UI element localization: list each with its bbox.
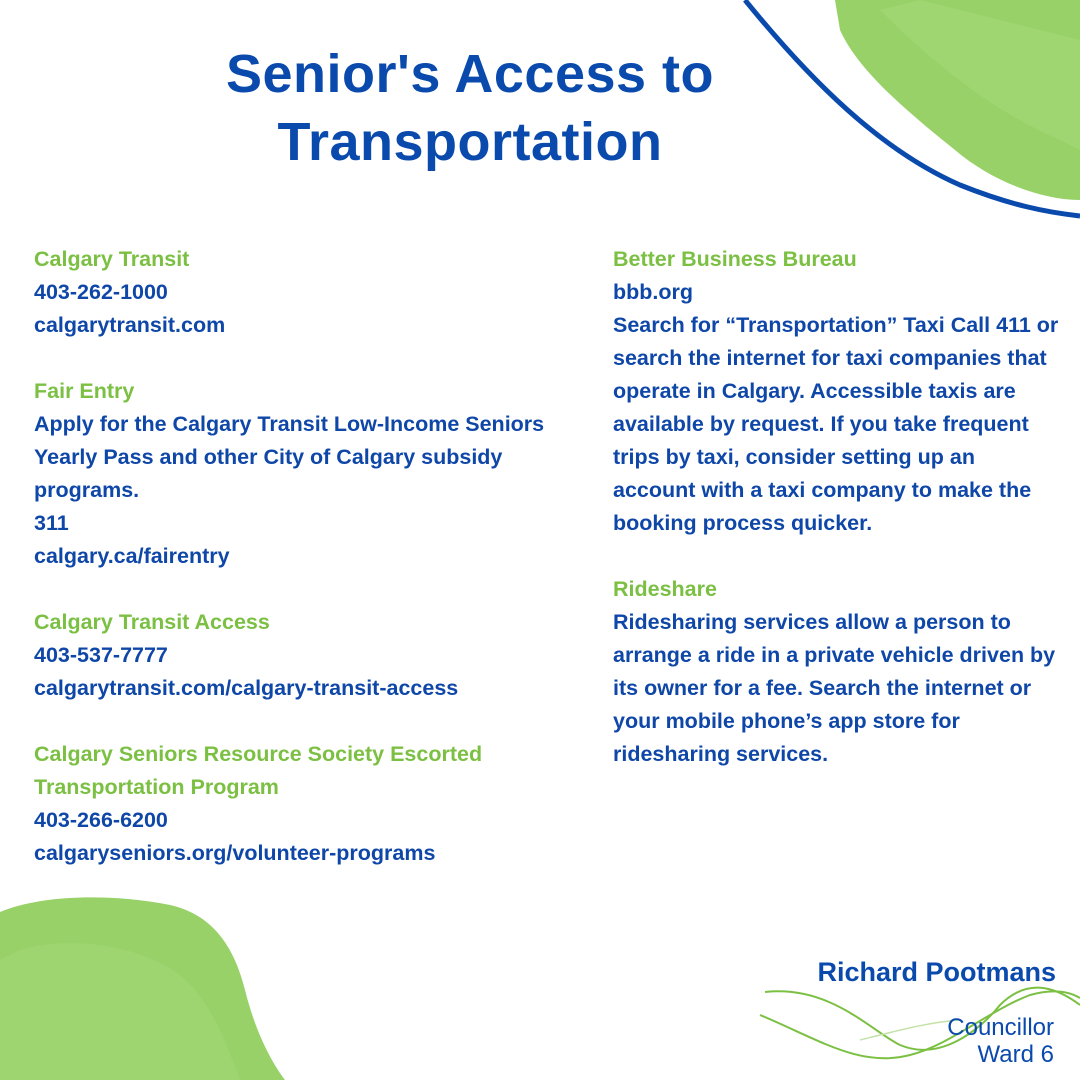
bbb-entry <box>613 243 1063 540</box>
website-link: calgarytransit.com <box>34 313 226 337</box>
signature-role-title: Councillor <box>947 1014 1054 1041</box>
signature-role <box>947 1014 1054 1068</box>
entry-heading: Rideshare <box>613 577 717 601</box>
signature-name: Richard Pootmans <box>817 957 1056 987</box>
entry-heading: Calgary Transit <box>34 247 190 271</box>
phone-number: 403-266-6200 <box>34 808 168 832</box>
entry-heading: Calgary Seniors Resource Society Escorted Transportation Program <box>34 742 483 799</box>
entry-description: Search for “Transportation” Taxi Call 411 or search the internet for taxi companies that operate in Calgary. Accessible taxis are available by request. If you take frequent trips by taxi, consider setting up an account with a taxi company to make the booking process quicker. <box>613 313 1059 535</box>
entry-heading: Calgary Transit Access <box>34 610 270 634</box>
rideshare-entry <box>613 573 1063 771</box>
signature-role-ward: Ward 6 <box>977 1041 1054 1068</box>
website-link: bbb.org <box>613 280 694 304</box>
website-link: calgary.ca/fairentry <box>34 544 230 568</box>
phone-number: 403-537-7777 <box>34 643 168 667</box>
calgary-transit-entry <box>34 243 564 342</box>
phone-number: 403-262-1000 <box>34 280 168 304</box>
fair-entry-entry <box>34 375 564 573</box>
page-title-line1: Senior's Access to <box>225 44 715 104</box>
left-column <box>34 243 564 903</box>
entry-heading: Fair Entry <box>34 379 135 403</box>
transit-access-entry <box>34 606 564 705</box>
page-title <box>150 40 790 176</box>
website-link: calgaryseniors.org/volunteer-programs <box>34 841 436 865</box>
seniors-society-entry <box>34 738 564 870</box>
entry-heading: Better Business Bureau <box>613 247 857 271</box>
website-link: calgarytransit.com/calgary-transit-access <box>34 676 459 700</box>
entry-description: Ridesharing services allow a person to arrange a ride in a private vehicle driven by its owner for a fee. Search the internet or your mobile phone’s app store for ridesharing services. <box>613 610 1056 766</box>
entry-description: Apply for the Calgary Transit Low-Income Seniors Yearly Pass and other City of Calgary subsidy programs. <box>34 412 545 502</box>
phone-number: 311 <box>34 511 69 535</box>
page-title-line2: Transportation <box>277 112 663 172</box>
right-column <box>613 243 1063 804</box>
